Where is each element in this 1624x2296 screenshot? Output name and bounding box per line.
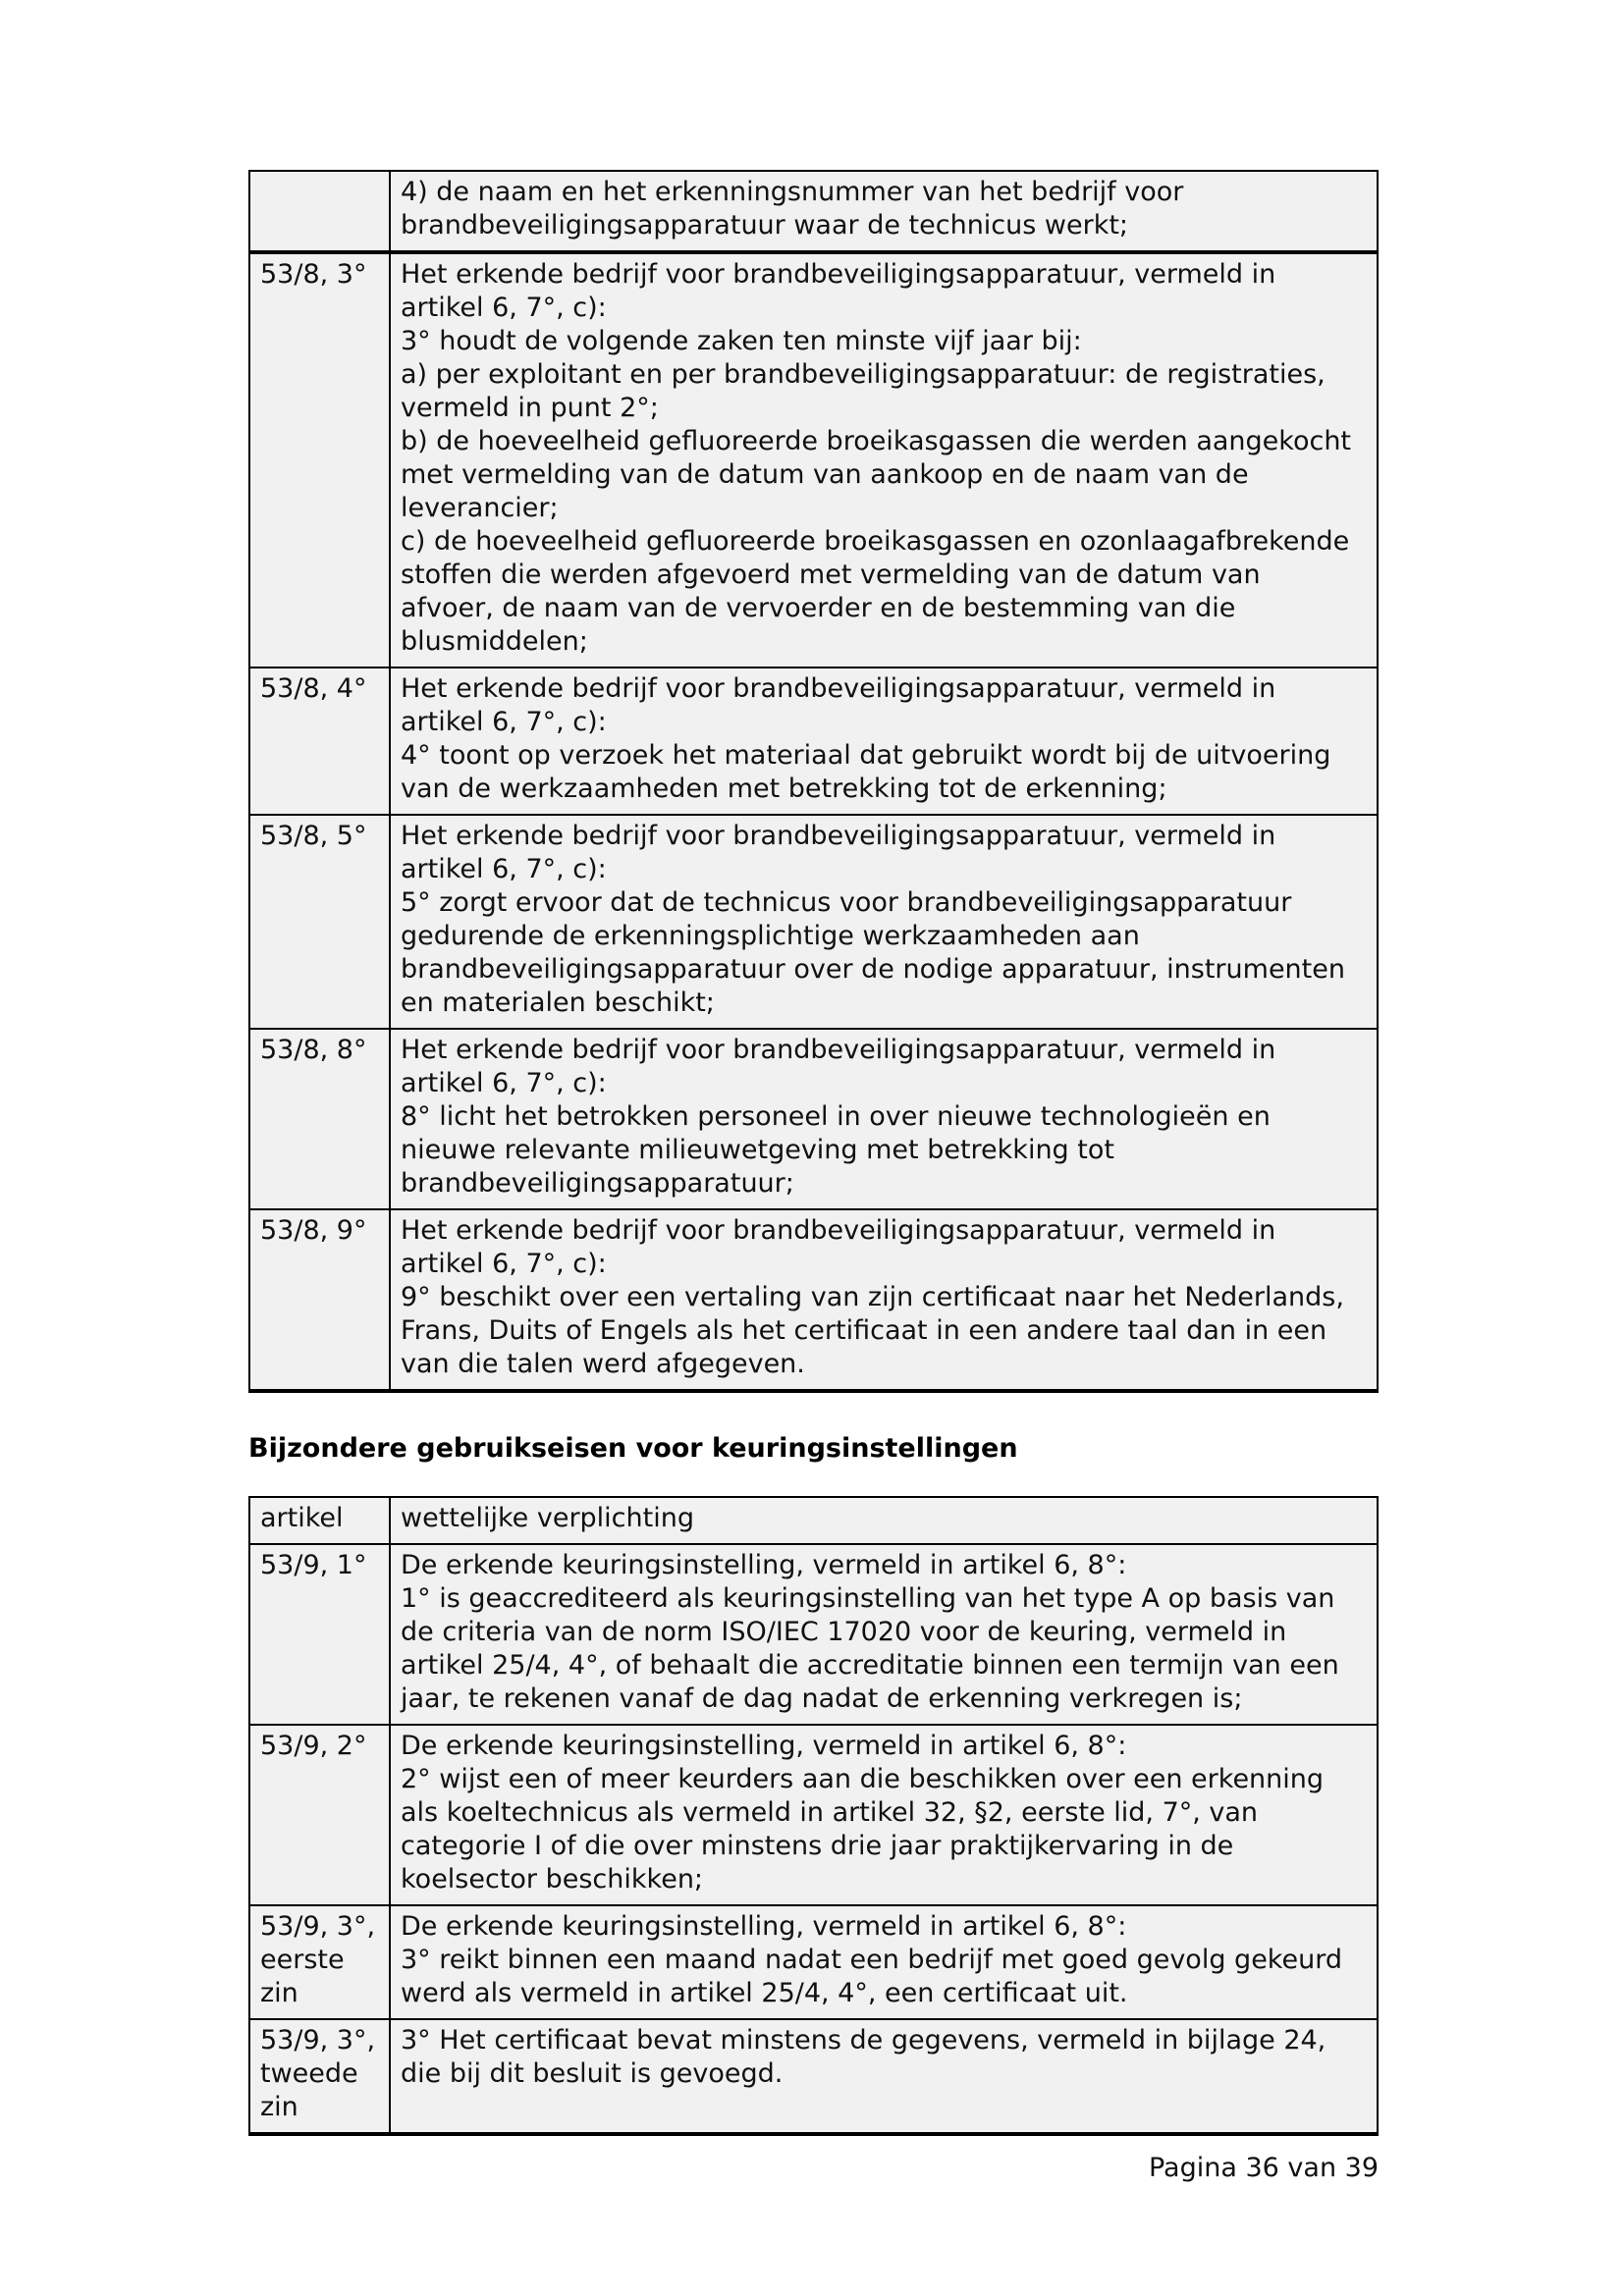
table-brandbeveiligingsapparatuur [248, 170, 1379, 1393]
text-line: Het erkende bedrijf voor brandbeveiligingsapparatuur, vermeld in [401, 1215, 1276, 1246]
page-footer: Pagina 36 van 39 [1148, 2153, 1379, 2183]
text-line: van de werkzaamheden met betrekking tot de erkenning; [401, 774, 1167, 804]
text-line: 4° toont op verzoek het materiaal dat gebruikt wordt bij de uitvoering [401, 740, 1331, 771]
artikel-cell [249, 2019, 390, 2134]
text-line: koelsector beschikken; [401, 1864, 704, 1895]
text-line: jaar, te rekenen vanaf de dag nadat de erkenning verkregen is; [401, 1683, 1243, 1714]
text-line: categorie I of die over minstens drie jaar praktijkervaring in de [401, 1831, 1234, 1861]
text-line: 5° zorgt ervoor dat de technicus voor brandbeveiligingsapparatuur [401, 887, 1292, 918]
page-content [248, 170, 1379, 2185]
text-line: 53/9, 1° [260, 1550, 367, 1580]
text-line: artikel 6, 7°, c): [401, 854, 607, 884]
verplichting-cell [390, 1725, 1378, 1905]
text-line: 53/9, 3°, [260, 2025, 376, 2056]
text-line: als koeltechnicus als vermeld in artikel 32, §2, eerste lid, 7°, van [401, 1797, 1259, 1828]
text-line: a) per exploitant en per brandbeveiligingsapparatuur: de registraties, [401, 359, 1326, 390]
artikel-cell [249, 252, 390, 667]
artikel-cell [249, 1029, 390, 1209]
text-line: leverancier; [401, 493, 559, 523]
verplichting-cell [390, 667, 1378, 815]
text-line: 53/8, 8° [260, 1035, 367, 1065]
text-line: Het erkende bedrijf voor brandbeveiligingsapparatuur, vermeld in [401, 673, 1276, 704]
text-line: brandbeveiligingsapparatuur waar de technicus werkt; [401, 210, 1129, 240]
text-line: 53/8, 3° [260, 259, 367, 290]
table-row [249, 1905, 1378, 2019]
text-line: en materialen beschikt; [401, 988, 715, 1018]
text-line: werd als vermeld in artikel 25/4, 4°, een certificaat uit. [401, 1978, 1128, 2008]
verplichting-cell [390, 1905, 1378, 2019]
text-line: 1° is geaccrediteerd als keuringsinstelling van het type A op basis van [401, 1583, 1335, 1614]
text-line: 53/8, 9° [260, 1215, 367, 1246]
text-line: 53/9, 2° [260, 1731, 367, 1761]
text-line: 53/8, 5° [260, 821, 367, 851]
artikel-cell [249, 1209, 390, 1391]
text-line: artikel 25/4, 4°, of behaalt die accreditatie binnen een termijn van een [401, 1650, 1339, 1681]
text-line: Het erkende bedrijf voor brandbeveiligingsapparatuur, vermeld in [401, 259, 1276, 290]
table-row [249, 171, 1378, 252]
text-line: 8° licht het betrokken personeel in over nieuwe technologieën en [401, 1101, 1271, 1132]
verplichting-cell [390, 2019, 1378, 2134]
text-line: 2° wijst een of meer keurders aan die beschikken over een erkenning [401, 1764, 1325, 1794]
text-line: Het erkende bedrijf voor brandbeveiligingsapparatuur, vermeld in [401, 821, 1276, 851]
text-line: de criteria van de norm ISO/IEC 17020 voor de keuring, vermeld in [401, 1617, 1287, 1647]
artikel-cell [249, 1725, 390, 1905]
text-line: 3° houdt de volgende zaken ten minste vijf jaar bij: [401, 326, 1082, 356]
section-heading: Bijzondere gebruikseisen voor keuringsinstellingen [248, 1433, 1018, 1464]
text-line: De erkende keuringsinstelling, vermeld in artikel 6, 8°: [401, 1550, 1127, 1580]
table-keuringsinstellingen [248, 1496, 1379, 2136]
text-line: 53/8, 4° [260, 673, 367, 704]
verplichting-header-cell [390, 1497, 1378, 1544]
text-line: 9° beschikt over een vertaling van zijn certificaat naar het Nederlands, [401, 1282, 1344, 1312]
table-row [249, 2019, 1378, 2134]
artikel-header-cell [249, 1497, 390, 1544]
text-line: artikel [260, 1503, 344, 1533]
table-body [249, 1497, 1378, 2134]
text-line: 3° Het certificaat bevat minstens de gegevens, vermeld in bijlage 24, [401, 2025, 1326, 2056]
text-line: stoffen die werden afgevoerd met vermelding van de datum van [401, 560, 1261, 590]
table-row [249, 1209, 1378, 1391]
text-line: De erkende keuringsinstelling, vermeld in artikel 6, 8°: [401, 1911, 1127, 1942]
text-line: van die talen werd afgegeven. [401, 1349, 805, 1379]
text-line: 53/9, 3°, [260, 1911, 376, 1942]
text-line: 3° reikt binnen een maand nadat een bedrijf met goed gevolg gekeurd [401, 1945, 1342, 1975]
text-line: c) de hoeveelheid gefluoreerde broeikasgassen en ozonlaagafbrekende [401, 526, 1350, 557]
text-line: artikel 6, 7°, c): [401, 1249, 607, 1279]
artikel-cell [249, 1905, 390, 2019]
text-line: zin [260, 2092, 298, 2122]
table-row [249, 1725, 1378, 1905]
text-line: brandbeveiligingsapparatuur over de nodige apparatuur, instrumenten [401, 954, 1345, 985]
text-line: eerste [260, 1945, 345, 1975]
text-line: die bij dit besluit is gevoegd. [401, 2058, 784, 2089]
text-line: afvoer, de naam van de vervoerder en de bestemming van die [401, 593, 1236, 623]
table-row [249, 1544, 1378, 1725]
text-line: gedurende de erkenningsplichtige werkzaamheden aan [401, 921, 1140, 951]
text-line: artikel 6, 7°, c): [401, 1068, 607, 1098]
text-line: brandbeveiligingsapparatuur; [401, 1168, 794, 1199]
verplichting-cell [390, 1029, 1378, 1209]
text-line: vermeld in punt 2°; [401, 393, 659, 423]
text-line: Het erkende bedrijf voor brandbeveiligingsapparatuur, vermeld in [401, 1035, 1276, 1065]
verplichting-cell [390, 1209, 1378, 1391]
table-body [249, 171, 1378, 1391]
table-row [249, 667, 1378, 815]
verplichting-cell [390, 252, 1378, 667]
artikel-cell [249, 815, 390, 1029]
verplichting-cell [390, 1544, 1378, 1725]
text-line: b) de hoeveelheid gefluoreerde broeikasgassen die werden aangekocht [401, 426, 1352, 456]
verplichting-cell [390, 171, 1378, 252]
verplichting-cell [390, 815, 1378, 1029]
text-line: wettelijke verplichting [401, 1503, 694, 1533]
table-row [249, 252, 1378, 667]
text-line: Frans, Duits of Engels als het certificaat in een andere taal dan in een [401, 1315, 1327, 1346]
table-row [249, 815, 1378, 1029]
text-line: tweede [260, 2058, 358, 2089]
text-line: artikel 6, 7°, c): [401, 707, 607, 737]
artikel-cell [249, 667, 390, 815]
text-line: nieuwe relevante milieuwetgeving met betrekking tot [401, 1135, 1114, 1165]
text-line: artikel 6, 7°, c): [401, 293, 607, 323]
text-line: blusmiddelen; [401, 626, 588, 657]
table-row [249, 1029, 1378, 1209]
text-line: 4) de naam en het erkenningsnummer van het bedrijf voor [401, 177, 1184, 207]
artikel-cell [249, 1544, 390, 1725]
text-line: De erkende keuringsinstelling, vermeld in artikel 6, 8°: [401, 1731, 1127, 1761]
header-row [249, 1497, 1378, 1544]
text-line: zin [260, 1978, 298, 2008]
artikel-cell [249, 171, 390, 252]
text-line: met vermelding van de datum van aankoop en de naam van de [401, 459, 1249, 490]
